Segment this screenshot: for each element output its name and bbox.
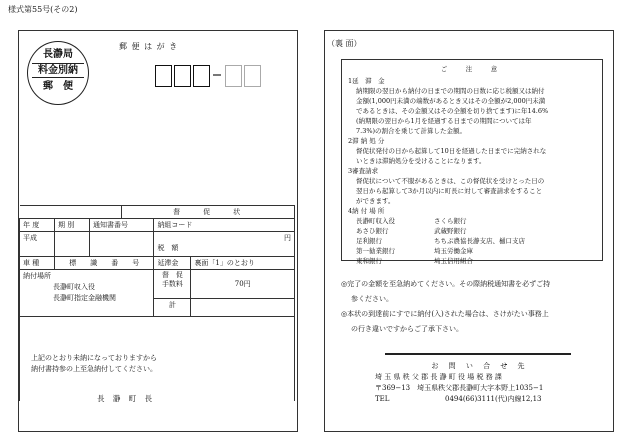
zip-box: [193, 65, 210, 87]
zip-box: [155, 65, 172, 87]
vehicle-type-label: 車 種: [20, 257, 55, 270]
bank-name: 足利銀行: [356, 237, 382, 245]
late-fee-value: 裏面「1」のとおり: [191, 257, 295, 270]
bank-row: [348, 226, 596, 236]
section-appeal-title: 3審査請求: [348, 167, 379, 175]
back-title: （裏 面）: [327, 39, 362, 48]
zip-box: [225, 65, 242, 87]
section-text-line: であるときは、その金額又はその全額を切り捨てます)に年14.6%: [356, 107, 549, 115]
request-line-1: 上記のとおり未納になっておりますから: [31, 354, 157, 362]
stamp-post: 郵 便: [43, 81, 73, 92]
late-fee-label: 延滞金: [154, 257, 191, 270]
stamp-postage: 料金別納: [32, 63, 84, 78]
postcard-front: [18, 30, 298, 432]
memo-notes: [341, 277, 601, 337]
dunning-header: 督 促 状: [122, 206, 295, 219]
fee-value: 70円: [191, 270, 295, 299]
town-mayor: 長 瀞 町 長: [97, 394, 156, 403]
memo-2-line-2: の行き違いですからご了承下さい。: [351, 325, 463, 333]
section-late-fee-title: 1延 滞 金: [348, 77, 385, 85]
plate-number-label: 標 識 番 号: [55, 257, 154, 270]
bank-name: 埼玉労働金庫: [434, 247, 473, 255]
bank-name: 武蔵野銀行: [434, 227, 467, 235]
year-label: 年 度: [20, 219, 55, 232]
payment-request-text: [31, 353, 157, 375]
section-text-line: 督促状発付の日から起算して10日を経過した日までに完納されな: [356, 147, 547, 155]
section-delinquency-title: 2滞 納 処 分: [348, 137, 385, 145]
section-text-line: 金額(1,000円未満の端数があるとき又はその全額が2,000円未満: [356, 97, 546, 105]
bank-name: 長瀞町収入役: [356, 217, 395, 225]
bank-name: あさひ銀行: [356, 227, 389, 235]
zip-dash: [213, 74, 221, 76]
section-text-line: 7.3%)の割合を乗じて計算した金額。: [356, 127, 467, 135]
request-line-2: 納付書持参の上至急納付してください。: [31, 365, 157, 373]
zip-box: [174, 65, 191, 87]
section-text-line: いときは滞納処分を受けることになります。: [356, 157, 486, 165]
contact-office: 埼 玉 県 秩 父 郡 長 瀞 町 役 場 税 務 課: [375, 373, 502, 381]
notice-box: [341, 59, 603, 265]
section-text-line: ができます。: [356, 197, 395, 205]
notice-number-label: 通知書番号: [90, 219, 154, 232]
memo-2-line-1: ◎本状の到達前にすでに納付(入)された場合は、さけがたい事務上: [341, 310, 549, 318]
section-text-line: 納期限の翌日から納付の日までの期間の日数に応じ税額又は納付: [356, 87, 545, 95]
tel-number: 0494(66)3111(代)内線12,13: [445, 395, 542, 403]
stamp-office: 長瀞局: [43, 49, 73, 60]
bank-name: さくら銀行: [434, 217, 467, 225]
payment-place-label: 納付場所: [23, 272, 51, 280]
contact-phone: [375, 394, 585, 405]
tax-amount-label: 税 額: [157, 244, 179, 252]
memo-1-line-2: 参ください。: [351, 295, 393, 303]
form-number: 様式第55号(その2): [8, 5, 78, 14]
bank-name: 第一勧業銀行: [356, 247, 395, 255]
section-text-line: 督促状について不服があるときは、この督促状を受けとった日の: [356, 177, 545, 185]
contact-address: 〒369−13 埼玉県秩父郡長瀞町大字本野上1035−1: [375, 384, 544, 392]
period-label: 期 別: [55, 219, 90, 232]
section-payment-places-title: 4納 付 場 所: [348, 207, 385, 215]
bank-row: [348, 236, 596, 246]
postage-paid-stamp: [27, 41, 89, 105]
bank-row: [348, 246, 596, 256]
notice-heading: ご 注 意: [440, 65, 504, 73]
contact-block: [375, 361, 585, 405]
payment-place-1: 長瀞町収入役: [53, 283, 95, 291]
zip-box: [244, 65, 261, 87]
bank-name: ちちぶ農協長瀞支店、樋口支店: [434, 237, 525, 245]
payment-place-2: 長瀞町指定金融機関: [53, 294, 116, 302]
divider: [385, 353, 571, 355]
tel-label: TEL: [375, 395, 390, 403]
section-text-line: 翌日から起算して3か月以内に町長に対して審査請求をすること: [356, 187, 543, 195]
total-label: 計: [154, 299, 191, 317]
bank-name: 東和銀行: [356, 257, 382, 265]
memo-1-line-1: ◎完了の金額を至急納めてください。その際納税通知書を必ずご持: [341, 280, 551, 288]
fee-label-1: 督 促: [161, 271, 183, 279]
bank-row: [348, 216, 596, 226]
postcard-back: [324, 30, 614, 432]
fee-label-2: 手数料: [161, 280, 183, 288]
code-label: 納組コード: [154, 219, 295, 232]
contact-heading: お 問 い 合 せ 先: [431, 362, 529, 370]
postcard-title: 郵 便 は が き: [119, 42, 179, 51]
section-text-line: (納期限の翌日から1月を経過する日までの期間については年: [356, 117, 532, 125]
yen-label: 円: [284, 234, 291, 242]
bank-row: [348, 256, 596, 266]
era-label: 平成: [20, 232, 55, 257]
bank-name: 埼玉信用組合: [434, 257, 473, 265]
